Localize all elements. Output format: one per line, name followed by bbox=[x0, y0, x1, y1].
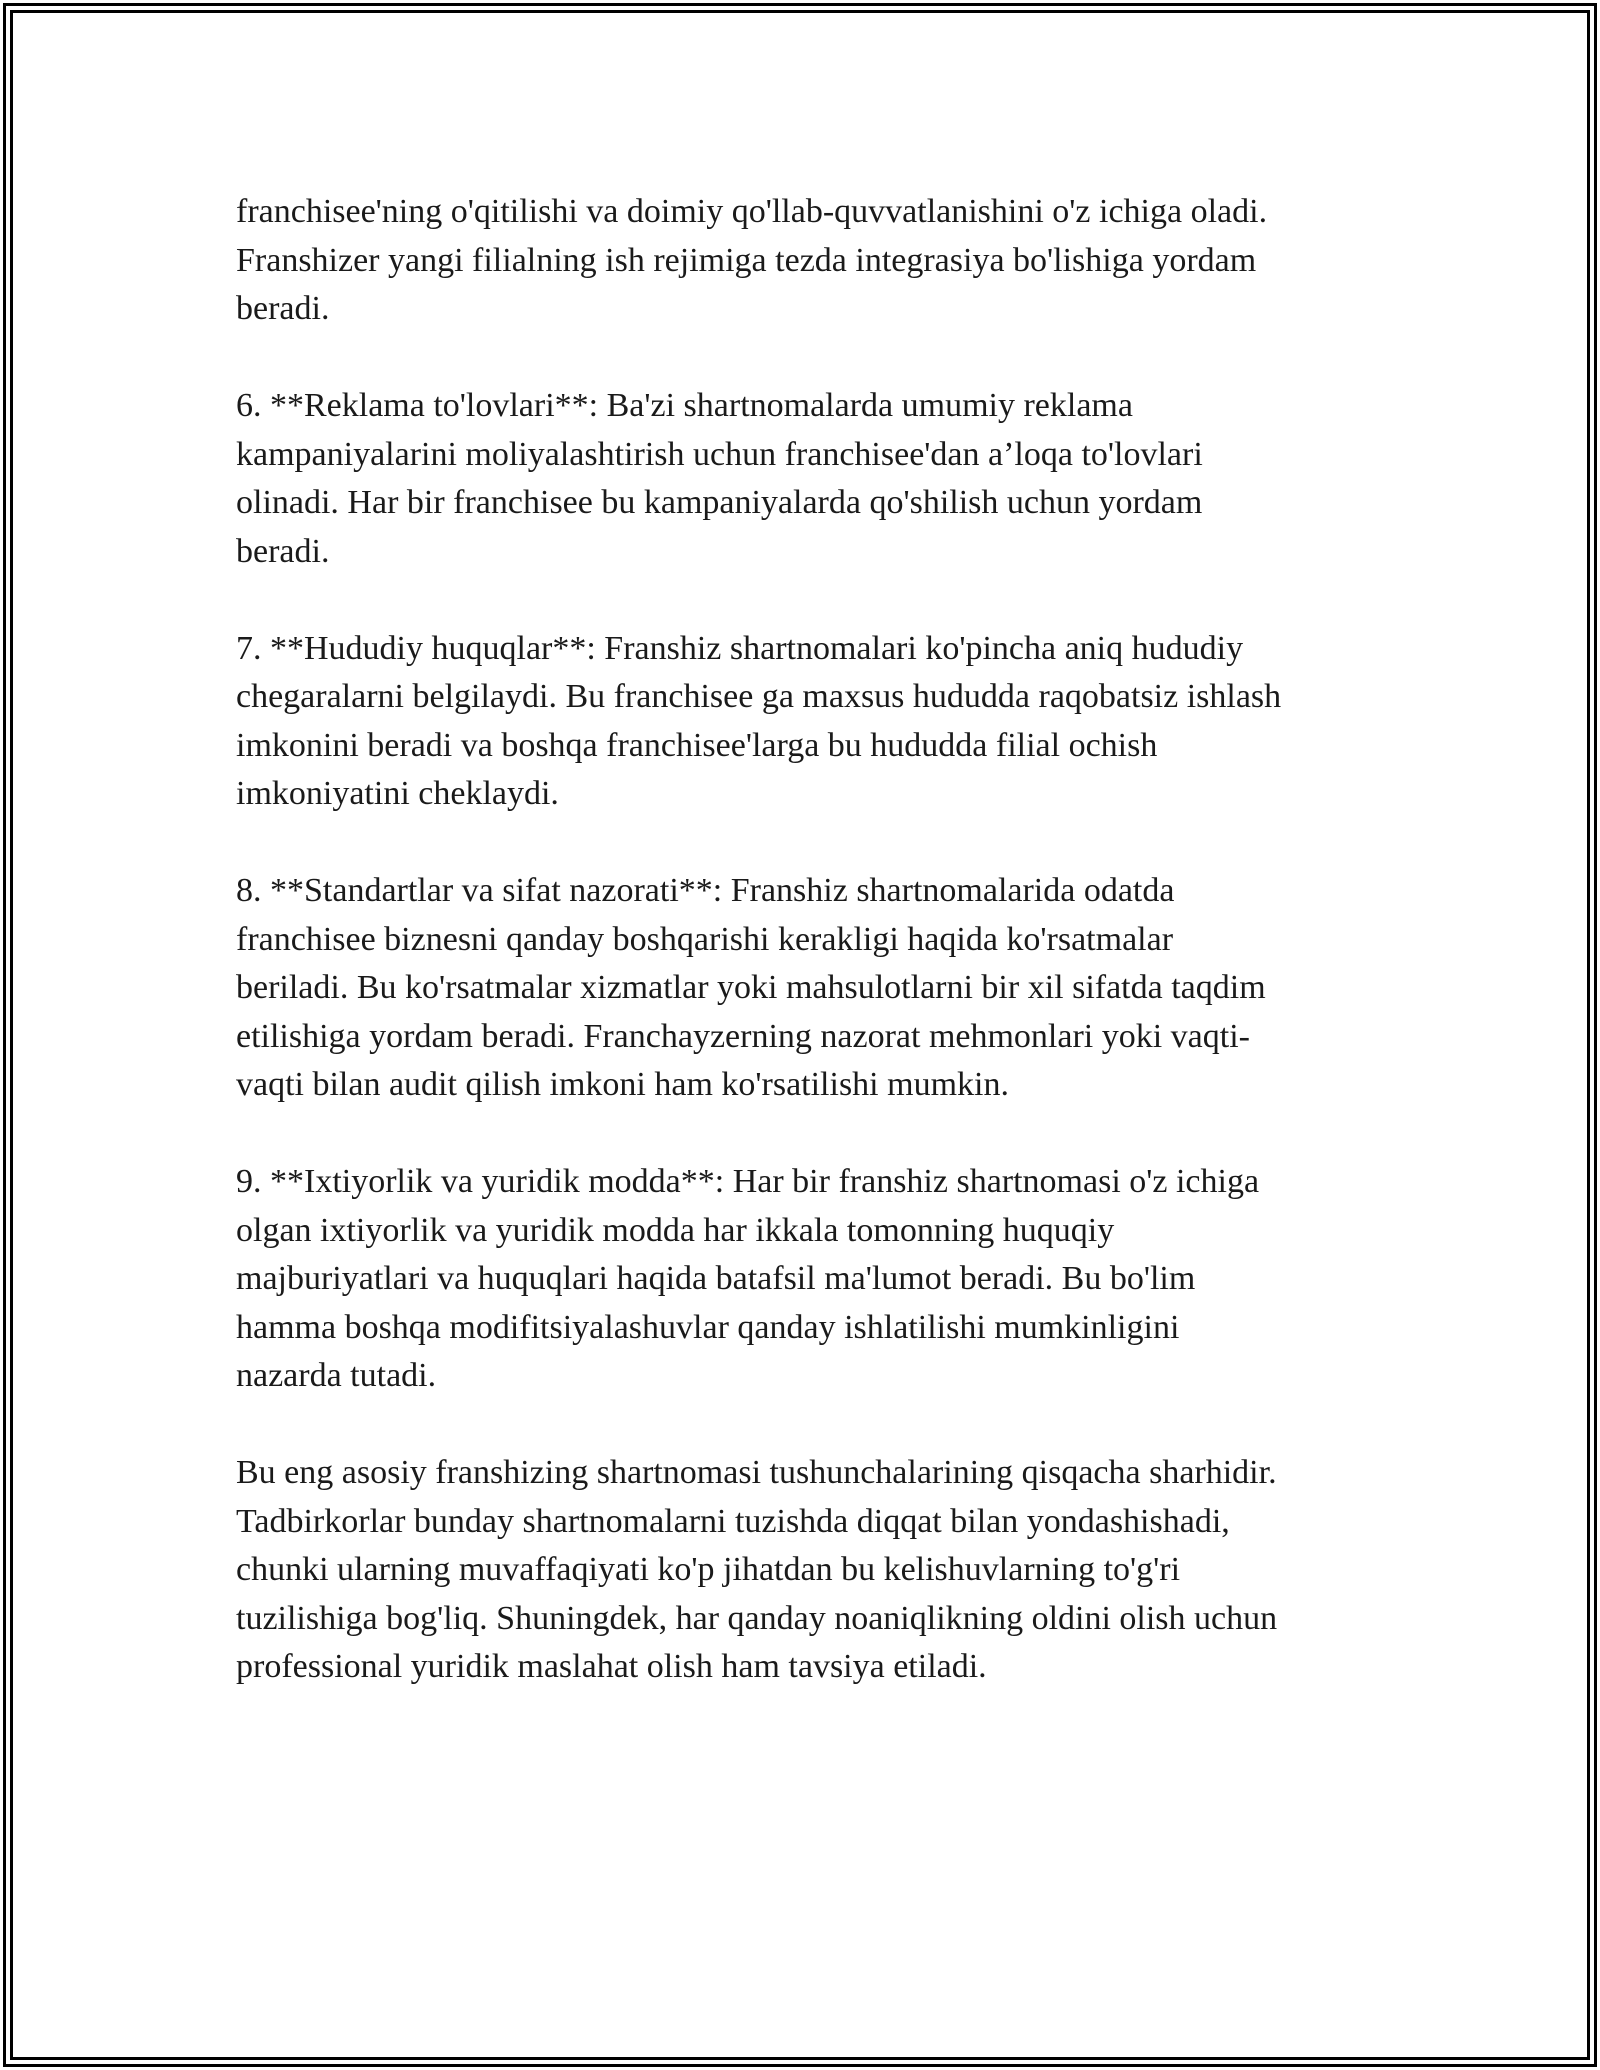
paragraph-item-9 bbox=[236, 1158, 1396, 1401]
text-line: hamma boshqa modifitsiyalashuvlar qanday ishlatilishi mumkinligini bbox=[236, 1308, 1180, 1346]
paragraph-item-7 bbox=[236, 625, 1396, 819]
text-line: vaqti bilan audit qilish imkoni ham ko'rsatilishi mumkin. bbox=[236, 1066, 1009, 1103]
text-line: etilishiga yordam beradi. Franchayzerning nazorat mehmonlari yoki vaqti- bbox=[236, 1017, 1250, 1055]
text-line: Tadbirkorlar bunday shartnomalarni tuzishda diqqat bilan yondashishadi, bbox=[236, 1502, 1230, 1540]
text-line: chegaralarni belgilaydi. Bu franchisee ga maxsus hududda raqobatsiz ishlash bbox=[236, 678, 1282, 715]
text-line: olgan ixtiyorlik va yuridik modda har ikkala tomonning huquqiy bbox=[236, 1211, 1115, 1249]
paragraph-intro bbox=[236, 188, 1396, 334]
text-line: nazarda tutadi. bbox=[236, 1357, 437, 1394]
paragraph-item-6 bbox=[236, 382, 1396, 576]
text-line: kampaniyalarini moliyalashtirish uchun franchisee'dan a’loqa to'lovlari bbox=[236, 435, 1203, 473]
paragraph-item-8 bbox=[236, 867, 1396, 1110]
paragraph-conclusion bbox=[236, 1449, 1396, 1692]
text-line: olinadi. Har bir franchisee bu kampaniyalarda qo'shilish uchun yordam bbox=[236, 484, 1203, 521]
text-line: beriladi. Bu ko'rsatmalar xizmatlar yoki mahsulotlarni bir xil sifatda taqdim bbox=[236, 969, 1266, 1006]
text-line: Franshizer yangi filialning ish rejimiga tezda integrasiya bo'lishiga yordam bbox=[236, 241, 1257, 279]
document-body bbox=[236, 188, 1396, 1692]
text-line: tuzilishiga bog'liq. Shuningdek, har qanday noaniqlikning oldini olish uchun bbox=[236, 1599, 1278, 1637]
text-line: franchisee biznesni qanday boshqarishi kerakligi haqida ko'rsatmalar bbox=[236, 920, 1174, 958]
text-line: 7. **Hududiy huquqlar**: Franshiz shartnomalari ko'pincha aniq hududiy bbox=[236, 629, 1244, 667]
text-line: 9. **Ixtiyorlik va yuridik modda**: Har bir franshiz shartnomasi o'z ichiga bbox=[236, 1163, 1260, 1200]
text-line: beradi. bbox=[236, 290, 330, 327]
text-line: 6. **Reklama to'lovlari**: Ba'zi shartnomalarda umumiy reklama bbox=[236, 387, 1133, 424]
text-line: beradi. bbox=[236, 532, 330, 570]
text-line: professional yuridik maslahat olish ham tavsiya etiladi. bbox=[236, 1648, 987, 1685]
text-line: franchisee'ning o'qitilishi va doimiy qo'llab-quvvatlanishini o'z ichiga oladi. bbox=[236, 193, 1268, 230]
text-line: chunki ularning muvaffaqiyati ko'p jihatdan bu kelishuvlarning to'g'ri bbox=[236, 1551, 1181, 1588]
text-line: Bu eng asosiy franshizing shartnomasi tushunchalarining qisqacha sharhidir. bbox=[236, 1454, 1277, 1491]
text-line: imkoniyatini cheklaydi. bbox=[236, 775, 559, 812]
text-line: majburiyatlari va huquqlari haqida batafsil ma'lumot beradi. Bu bo'lim bbox=[236, 1260, 1196, 1297]
text-line: imkonini beradi va boshqa franchisee'larga bu hududda filial ochish bbox=[236, 726, 1158, 764]
text-line: 8. **Standartlar va sifat nazorati**: Franshiz shartnomalarida odatda bbox=[236, 872, 1175, 909]
